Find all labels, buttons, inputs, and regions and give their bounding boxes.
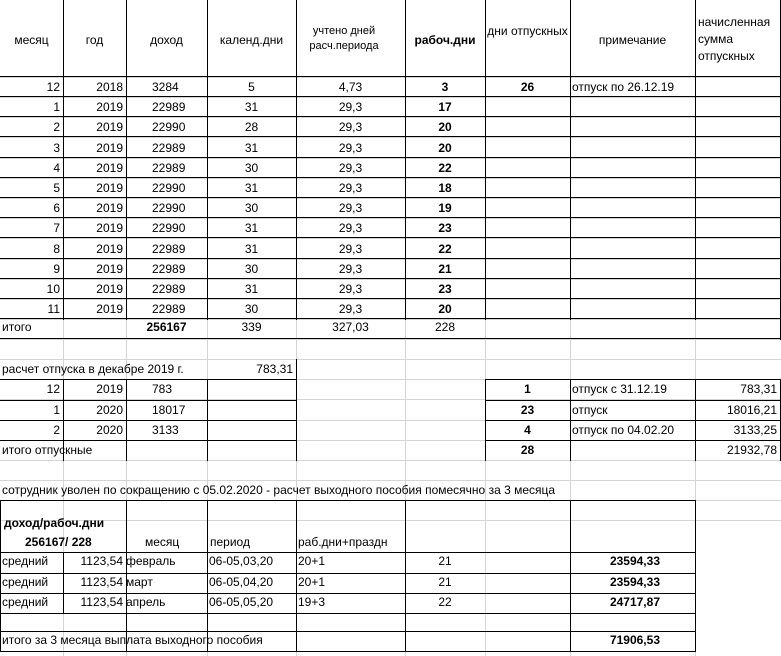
cell-work-days[interactable]: 20 <box>438 120 452 135</box>
grid-line <box>695 500 696 652</box>
vacation-total-amount[interactable]: 21932,78 <box>726 443 777 457</box>
grid-line <box>0 631 696 632</box>
cell-income[interactable]: 22989 <box>152 160 186 175</box>
dis-cell-period[interactable]: 06-05,04,20 <box>209 574 274 589</box>
dismissal-title[interactable]: сотрудник уволен по сокращению с 05.02.2020 - расчет выходного пособия помесячно за 3 месяца <box>2 483 556 497</box>
cell-year[interactable]: 2019 <box>96 302 123 317</box>
grid-line <box>0 136 781 137</box>
cell-month[interactable]: 9 <box>53 261 60 276</box>
grid-line <box>0 158 781 159</box>
vac-cell-amount[interactable]: 18016,21 <box>726 402 777 417</box>
cell-note[interactable]: отпуск по 26.12.19 <box>572 80 675 94</box>
vac-cell-month[interactable]: 12 <box>46 382 60 396</box>
vac-cell-income[interactable]: 783 <box>152 382 173 396</box>
dis-cell-period[interactable]: 06-05,03,20 <box>209 554 274 568</box>
vacation-total-days[interactable]: 28 <box>520 443 535 457</box>
cell-month[interactable]: 2 <box>53 120 60 135</box>
header-note[interactable]: примечание <box>598 33 667 47</box>
grid-line <box>0 613 696 614</box>
cell-counted-days[interactable]: 29,3 <box>338 100 363 115</box>
vac-cell-days[interactable]: 1 <box>524 382 531 396</box>
cell-month[interactable]: 4 <box>53 160 60 175</box>
cell-work-days[interactable]: 21 <box>438 261 452 276</box>
grid-line <box>570 379 571 461</box>
grid-line <box>296 359 297 380</box>
dismissal-header-income[interactable]: доход/рабоч.дни <box>4 516 105 530</box>
vac-cell-days[interactable]: 23 <box>520 402 535 417</box>
cell-counted-days[interactable]: 29,3 <box>338 302 363 317</box>
header-year[interactable]: год <box>85 33 104 47</box>
grid-line <box>485 0 486 320</box>
vac-cell-note[interactable]: отпуск с 31.12.19 <box>572 382 667 396</box>
cell-calendar-days[interactable]: 30 <box>244 261 259 276</box>
header-month[interactable]: месяц <box>14 33 49 47</box>
cell-income[interactable]: 22990 <box>152 221 186 236</box>
cell-work-days[interactable]: 22 <box>438 160 452 175</box>
vac-cell-income[interactable]: 18017 <box>152 402 186 417</box>
grid-line <box>0 217 781 218</box>
cell-calendar-days[interactable]: 30 <box>244 160 259 175</box>
grid-line <box>0 198 781 199</box>
grid-line <box>485 440 781 441</box>
totals-label[interactable]: итого <box>2 320 32 334</box>
grid-line <box>0 400 296 401</box>
vac-cell-income[interactable]: 3133 <box>152 423 179 437</box>
vac-cell-year[interactable]: 2019 <box>96 382 123 396</box>
grid-line <box>207 500 208 652</box>
vac-cell-amount[interactable]: 783,31 <box>740 382 777 396</box>
cell-counted-days[interactable]: 29,3 <box>338 140 363 155</box>
grid-line <box>0 278 781 279</box>
grid-line <box>0 480 781 481</box>
grid-line <box>0 500 1 652</box>
grid-line <box>0 279 781 280</box>
header-calendar-days[interactable]: календ.дни <box>219 33 284 47</box>
dis-cell-average[interactable]: 1123,54 <box>80 574 123 589</box>
grid-line <box>0 420 296 421</box>
cell-counted-days[interactable]: 29,3 <box>338 282 363 296</box>
vacation-calc-value[interactable]: 783,31 <box>256 362 293 376</box>
cell-counted-days[interactable]: 29,3 <box>338 241 363 256</box>
cell-counted-days[interactable]: 29,3 <box>338 201 363 216</box>
dis-cell-period[interactable]: 06-05,05,20 <box>209 595 274 609</box>
cell-year[interactable]: 2019 <box>96 181 123 195</box>
cell-month[interactable]: 3 <box>53 140 60 155</box>
cell-work-days[interactable]: 23 <box>438 221 452 236</box>
grid-line <box>296 379 297 461</box>
grid-line <box>0 178 781 179</box>
grid-line <box>0 298 781 299</box>
cell-counted-days[interactable]: 29,3 <box>338 221 363 236</box>
grid-line <box>0 97 781 98</box>
header-counted-days[interactable]: учтено дней расч.периода <box>309 25 379 52</box>
cell-calendar-days[interactable]: 5 <box>248 80 255 94</box>
cell-month[interactable]: 6 <box>53 201 60 216</box>
grid-line <box>296 500 297 652</box>
cell-year[interactable]: 2019 <box>96 160 123 175</box>
cell-income[interactable]: 3284 <box>152 80 179 94</box>
cell-calendar-days[interactable]: 30 <box>244 201 259 216</box>
cell-calendar-days[interactable]: 31 <box>244 100 259 115</box>
totals-cal[interactable]: 339 <box>241 320 262 334</box>
cell-year[interactable]: 2019 <box>96 201 123 216</box>
cell-month[interactable]: 1 <box>53 100 60 115</box>
header-vacation-days[interactable]: дни отпускных <box>487 24 568 38</box>
vac-cell-month[interactable]: 1 <box>53 402 60 417</box>
cell-month[interactable]: 7 <box>53 221 60 236</box>
grid-line <box>126 0 127 320</box>
cell-counted-days[interactable]: 29,3 <box>338 160 363 175</box>
cell-year[interactable]: 2019 <box>96 261 123 276</box>
grid-line <box>0 379 296 380</box>
cell-calendar-days[interactable]: 31 <box>244 282 259 296</box>
cell-work-days[interactable]: 23 <box>438 282 452 296</box>
dis-cell-average[interactable]: 1123,54 <box>80 554 123 568</box>
grid-line <box>485 420 781 421</box>
dis-cell-sum[interactable]: 24717,87 <box>609 595 660 609</box>
dis-cell-month[interactable]: февраль <box>126 554 176 568</box>
grid-line <box>126 379 127 461</box>
dis-cell-month[interactable]: март <box>126 574 153 589</box>
cell-calendar-days[interactable]: 31 <box>244 221 259 236</box>
cell-calendar-days[interactable]: 28 <box>244 120 259 135</box>
grid-line <box>0 197 781 198</box>
dis-cell-sum[interactable]: 23594,33 <box>609 554 660 568</box>
grid-line <box>695 0 696 320</box>
grid-line <box>0 359 781 360</box>
grid-line <box>0 96 781 97</box>
grid-line <box>0 76 781 77</box>
cell-month[interactable]: 11 <box>47 302 60 317</box>
grid-line <box>0 520 781 521</box>
header-income[interactable]: доход <box>150 33 183 47</box>
dis-cell-count[interactable]: 22 <box>438 595 452 609</box>
cell-calendar-days[interactable]: 31 <box>244 241 259 256</box>
cell-work-days[interactable]: 17 <box>438 100 452 115</box>
dismissal-header-formula[interactable]: 256167/ 228 <box>25 535 92 549</box>
dis-cell-days[interactable]: 20+1 <box>298 554 326 568</box>
totals-work[interactable]: 228 <box>434 320 456 334</box>
grid-line <box>0 299 781 300</box>
cell-year[interactable]: 2019 <box>96 241 123 256</box>
vac-cell-note[interactable]: отпуск <box>572 402 608 417</box>
cell-month[interactable]: 12 <box>46 80 60 94</box>
header-work-days[interactable]: рабоч.дни <box>414 33 476 47</box>
cell-calendar-days[interactable]: 30 <box>244 302 259 317</box>
vacation-calc-label[interactable]: расчет отпуска в декабре 2019 г. <box>2 362 184 376</box>
dis-cell-label[interactable]: средний <box>2 574 49 589</box>
cell-work-days[interactable]: 19 <box>438 201 452 216</box>
dis-cell-days[interactable]: 19+3 <box>298 595 326 609</box>
vac-cell-note[interactable]: отпуск по 04.02.20 <box>572 423 675 437</box>
grid-line <box>0 177 781 178</box>
cell-year[interactable]: 2019 <box>96 100 123 115</box>
grid-line <box>0 259 781 260</box>
cell-calendar-days[interactable]: 31 <box>244 140 259 155</box>
grid-line <box>0 440 296 441</box>
dis-cell-count[interactable]: 21 <box>438 554 452 568</box>
grid-line <box>0 77 781 78</box>
dis-cell-label[interactable]: средний <box>2 554 49 568</box>
grid-line <box>207 379 208 461</box>
vac-cell-year[interactable]: 2020 <box>96 423 123 437</box>
dis-cell-month[interactable]: апрель <box>126 595 166 609</box>
cell-work-days[interactable]: 20 <box>438 302 452 317</box>
cell-income[interactable]: 22989 <box>152 140 186 155</box>
cell-income[interactable]: 22990 <box>152 120 186 135</box>
cell-month[interactable]: 5 <box>53 181 60 195</box>
vac-cell-year[interactable]: 2020 <box>96 402 123 417</box>
cell-income[interactable]: 22989 <box>152 241 186 256</box>
grid-line <box>0 460 781 461</box>
cell-vacation-days[interactable]: 26 <box>520 80 535 94</box>
grid-line <box>0 651 696 652</box>
grid-line <box>0 258 781 259</box>
cell-counted-days[interactable]: 4,73 <box>338 80 363 94</box>
cell-year[interactable]: 2019 <box>96 282 123 296</box>
dismissal-header-month[interactable]: месяц <box>145 535 180 549</box>
cell-month[interactable]: 8 <box>53 241 60 256</box>
dis-cell-average[interactable]: 1123,54 <box>80 595 123 609</box>
grid-line <box>485 379 781 380</box>
cell-counted-days[interactable]: 29,3 <box>338 120 363 135</box>
cell-income[interactable]: 22989 <box>152 302 186 317</box>
cell-work-days[interactable]: 3 <box>441 80 449 94</box>
cell-work-days[interactable]: 18 <box>438 181 452 195</box>
dismissal-total-sum[interactable]: 71906,53 <box>609 633 660 647</box>
cell-income[interactable]: 22989 <box>152 261 186 276</box>
vacation-total-label[interactable]: итого отпускные <box>2 443 93 457</box>
grid-line <box>570 0 571 320</box>
cell-work-days[interactable]: 20 <box>438 140 452 155</box>
grid-line <box>0 573 696 574</box>
grid-line <box>0 593 696 594</box>
cell-calendar-days[interactable]: 31 <box>244 181 259 195</box>
vac-cell-month[interactable]: 2 <box>53 423 60 437</box>
cell-year[interactable]: 2019 <box>96 120 123 135</box>
grid-line <box>0 157 781 158</box>
dismissal-total-label[interactable]: итого за 3 месяца выплата выходного пособия <box>2 633 263 647</box>
cell-income[interactable]: 22989 <box>152 282 186 296</box>
header-accrued[interactable]: начисленная сумма отпускных <box>698 15 771 63</box>
totals-income[interactable]: 256167 <box>146 320 187 334</box>
grid-line <box>0 552 696 553</box>
dis-cell-count[interactable]: 21 <box>438 574 452 589</box>
grid-line <box>0 338 781 339</box>
cell-counted-days[interactable]: 29,3 <box>338 261 363 276</box>
vac-cell-days[interactable]: 4 <box>524 423 531 437</box>
cell-month[interactable]: 10 <box>46 282 60 296</box>
cell-work-days[interactable]: 22 <box>438 241 452 256</box>
cell-year[interactable]: 2018 <box>96 80 123 94</box>
dis-cell-label[interactable]: средний <box>2 595 49 609</box>
dis-cell-sum[interactable]: 23594,33 <box>609 574 660 589</box>
cell-income[interactable]: 22990 <box>152 181 186 195</box>
cell-year[interactable]: 2019 <box>96 140 123 155</box>
dismissal-header-period[interactable]: период <box>210 535 250 549</box>
dis-cell-days[interactable]: 20+1 <box>298 574 326 589</box>
vac-cell-amount[interactable]: 3133,25 <box>733 423 777 437</box>
grid-line <box>0 237 781 238</box>
totals-counted[interactable]: 327,03 <box>332 320 369 334</box>
cell-counted-days[interactable]: 29,3 <box>338 181 363 195</box>
dismissal-header-days[interactable]: раб.дни+праздн <box>298 535 388 549</box>
grid-line <box>0 116 781 117</box>
cell-year[interactable]: 2019 <box>96 221 123 236</box>
cell-income[interactable]: 22989 <box>152 100 186 115</box>
cell-income[interactable]: 22990 <box>152 201 186 216</box>
grid-line <box>0 500 696 501</box>
grid-line <box>485 400 781 401</box>
